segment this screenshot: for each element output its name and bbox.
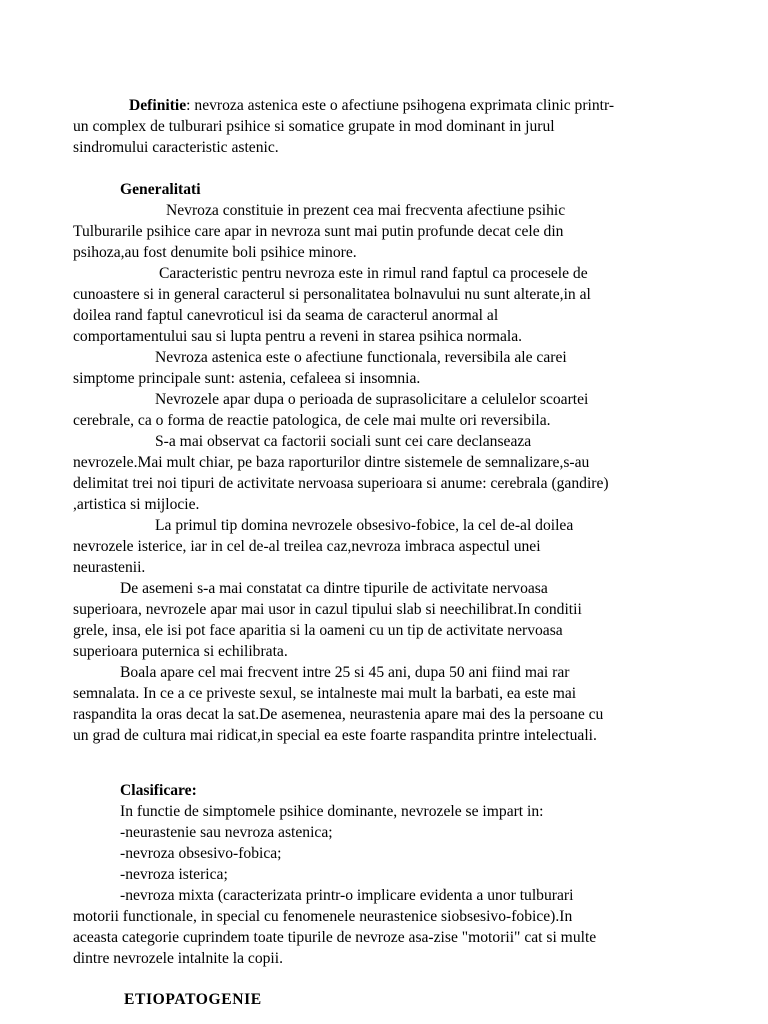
generalitati-p6-line: La primul tip domina nevrozele obsesivo-fobice, la cel de-al doilea <box>155 517 574 534</box>
generalitati-p6-line: neurastenii. <box>73 559 146 576</box>
clasificare-item: -nevroza mixta (caracterizata printr-o implicare evidenta a unor tulburari <box>120 887 574 904</box>
generalitati-p8-line: un grad de cultura mai ridicat,in special ea este foarte raspandita printre intelectuali. <box>73 727 597 744</box>
generalitati-p7-line: superioara puternica si echilibrata. <box>73 643 288 660</box>
generalitati-p2-line: cunoastere si in general caracterul si personalitatea bolnavului nu sunt alterate,in al <box>73 286 591 303</box>
clasificare-cont-line: aceasta categorie cuprindem toate tipurile de nevroze asa-zise "motorii" cat si multe <box>73 929 597 946</box>
clasificare-heading: Clasificare: <box>120 782 197 799</box>
generalitati-p7-line: De asemeni s-a mai constatat ca dintre tipurile de activitate nervoasa <box>120 580 548 597</box>
generalitati-p2-line: comportamentului sau si lupta pentru a reveni in starea psihica normala. <box>73 328 523 345</box>
generalitati-heading: Generalitati <box>120 181 201 198</box>
generalitati-p5-line: ,artistica si mijlocie. <box>73 496 200 513</box>
clasificare-item: -nevroza isterica; <box>120 866 228 883</box>
generalitati-p7-line: superioara, nevrozele apar mai usor in cazul tipului slab si neechilibrat.In conditii <box>73 601 582 618</box>
generalitati-p8-line: raspandita la oras decat la sat.De asemenea, neurastenia apare mai des la persoane cu <box>73 706 604 723</box>
generalitati-p1-line: psihoza,au fost denumite boli psihice minore. <box>73 244 357 261</box>
clasificare-cont-line: motorii functionale, in special cu fenomenele neurastenice siobsesivo-fobice).In <box>73 908 573 925</box>
definitie-text: : nevroza astenica este o afectiune psihogena exprimata clinic printr- <box>186 97 615 114</box>
generalitati-p3-line: simptome principale sunt: astenia, cefaleea si insomnia. <box>73 370 421 387</box>
clasificare-cont-line: dintre nevrozele intalnite la copii. <box>73 950 283 967</box>
generalitati-p4-line: Nevrozele apar dupa o perioada de suprasolicitare a celulelor scoartei <box>155 391 589 408</box>
definitie-line-3: sindromului caracteristic astenic. <box>73 139 279 156</box>
generalitati-p5-line: delimitat trei noi tipuri de activitate nervoasa superioara si anume: cerebrala (gandire) <box>73 475 609 492</box>
generalitati-p7-line: grele, insa, ele isi pot face aparitia si la oameni cu un tip de activitate nervoasa <box>73 622 563 639</box>
definitie-line-1 <box>129 95 614 116</box>
generalitati-p8-line: semnalata. In ce a ce priveste sexul, se intalneste mai mult la barbati, ea este mai <box>73 685 577 702</box>
clasificare-item: -neurastenie sau nevroza astenica; <box>120 824 333 841</box>
generalitati-p4-line: cerebrale, ca o forma de reactie patologica, de cele mai multe ori reversibila. <box>73 412 551 429</box>
clasificare-intro: In functie de simptomele psihice dominante, nevrozele se impart in: <box>120 803 544 820</box>
generalitati-p5-line: nevrozele.Mai mult chiar, pe baza raporturilor dintre sistemele de semnalizare,s-au <box>73 454 590 471</box>
generalitati-p3-line: Nevroza astenica este o afectiune functionala, reversibila ale carei <box>155 349 567 366</box>
clasificare-item: -nevroza obsesivo-fobica; <box>120 845 282 862</box>
definitie-line-2: un complex de tulburari psihice si somatice grupate in mod dominant in jurul <box>73 118 555 135</box>
generalitati-p2-line: Caracteristic pentru nevroza este in rimul rand faptul ca procesele de <box>159 265 588 282</box>
generalitati-p8-line: Boala apare cel mai frecvent intre 25 si 45 ani, dupa 50 ani fiind mai rar <box>120 664 570 681</box>
generalitati-p2-line: doilea rand faptul canevroticul isi da seama de caracterul anormal al <box>73 307 499 324</box>
generalitati-p5-line: S-a mai observat ca factorii sociali sunt cei care declanseaza <box>155 433 532 450</box>
generalitati-p1-line: Nevroza constituie in prezent cea mai frecventa afectiune psihic <box>166 202 566 219</box>
etiopatogenie-heading: ETIOPATOGENIE <box>124 991 262 1008</box>
definitie-heading: Definitie <box>129 97 187 114</box>
generalitati-p6-line: nevrozele isterice, iar in cel de-al treilea caz,nevroza imbraca aspectul unei <box>73 538 541 555</box>
generalitati-p1-line: Tulburarile psihice care apar in nevroza sunt mai putin profunde decat cele din <box>73 223 564 240</box>
